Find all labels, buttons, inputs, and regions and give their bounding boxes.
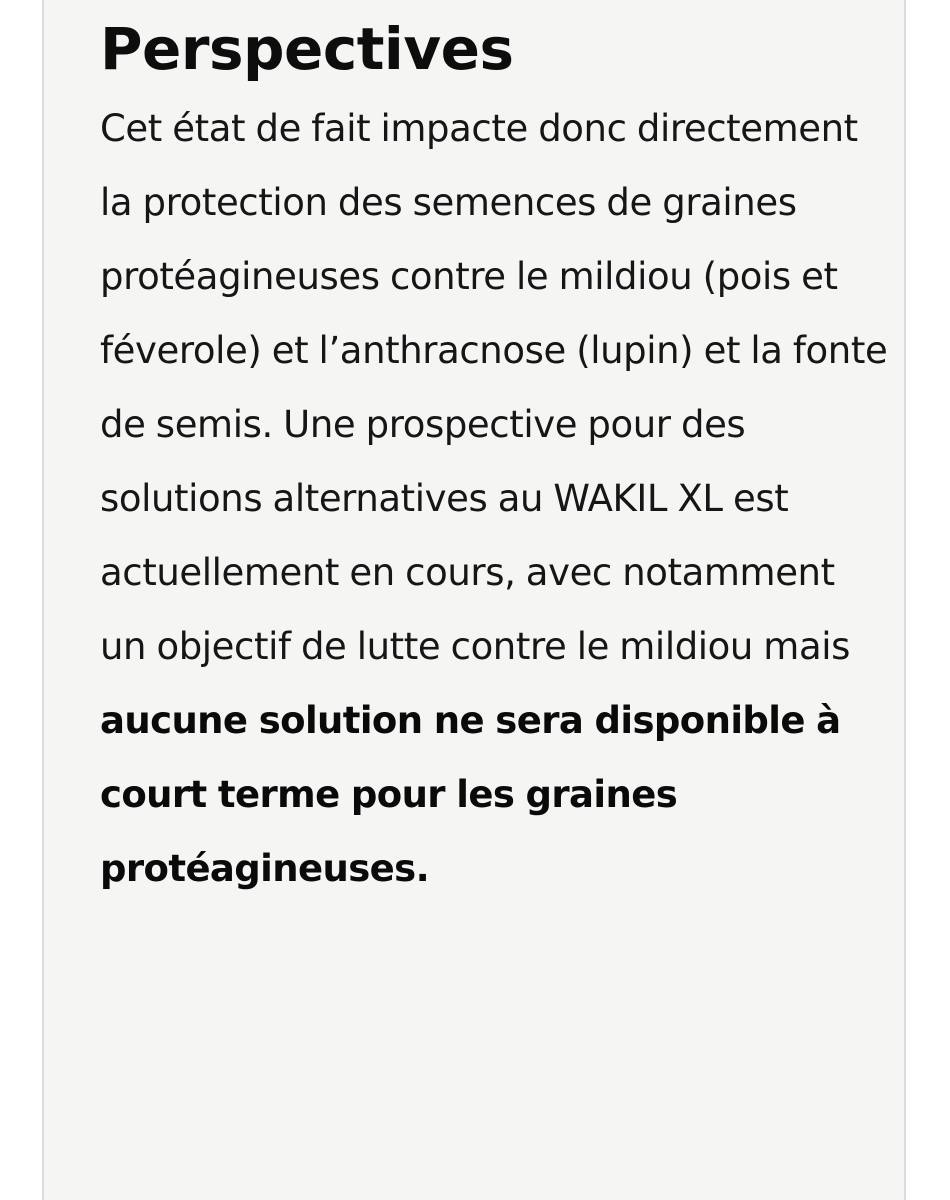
article-card [42,0,906,1200]
section-heading: Perspectives [100,15,514,83]
perspectives-section [100,6,890,906]
paragraph-plain-text: Cet état de fait impacte donc directement la protection des semences de graines protéagineuses contre le mildiou (pois et féverole) et l’anthracnose (lupin) et la fonte de semis. Une prospective pour des solutions alternatives au WAKIL XL est actuellement en cours, avec notamment un objectif de lutte contre le mildiou mais [100,107,888,668]
section-paragraph [100,92,890,906]
paragraph-bold-text: aucune solution ne sera disponible à court terme pour les graines protéagineuses. [100,699,841,890]
